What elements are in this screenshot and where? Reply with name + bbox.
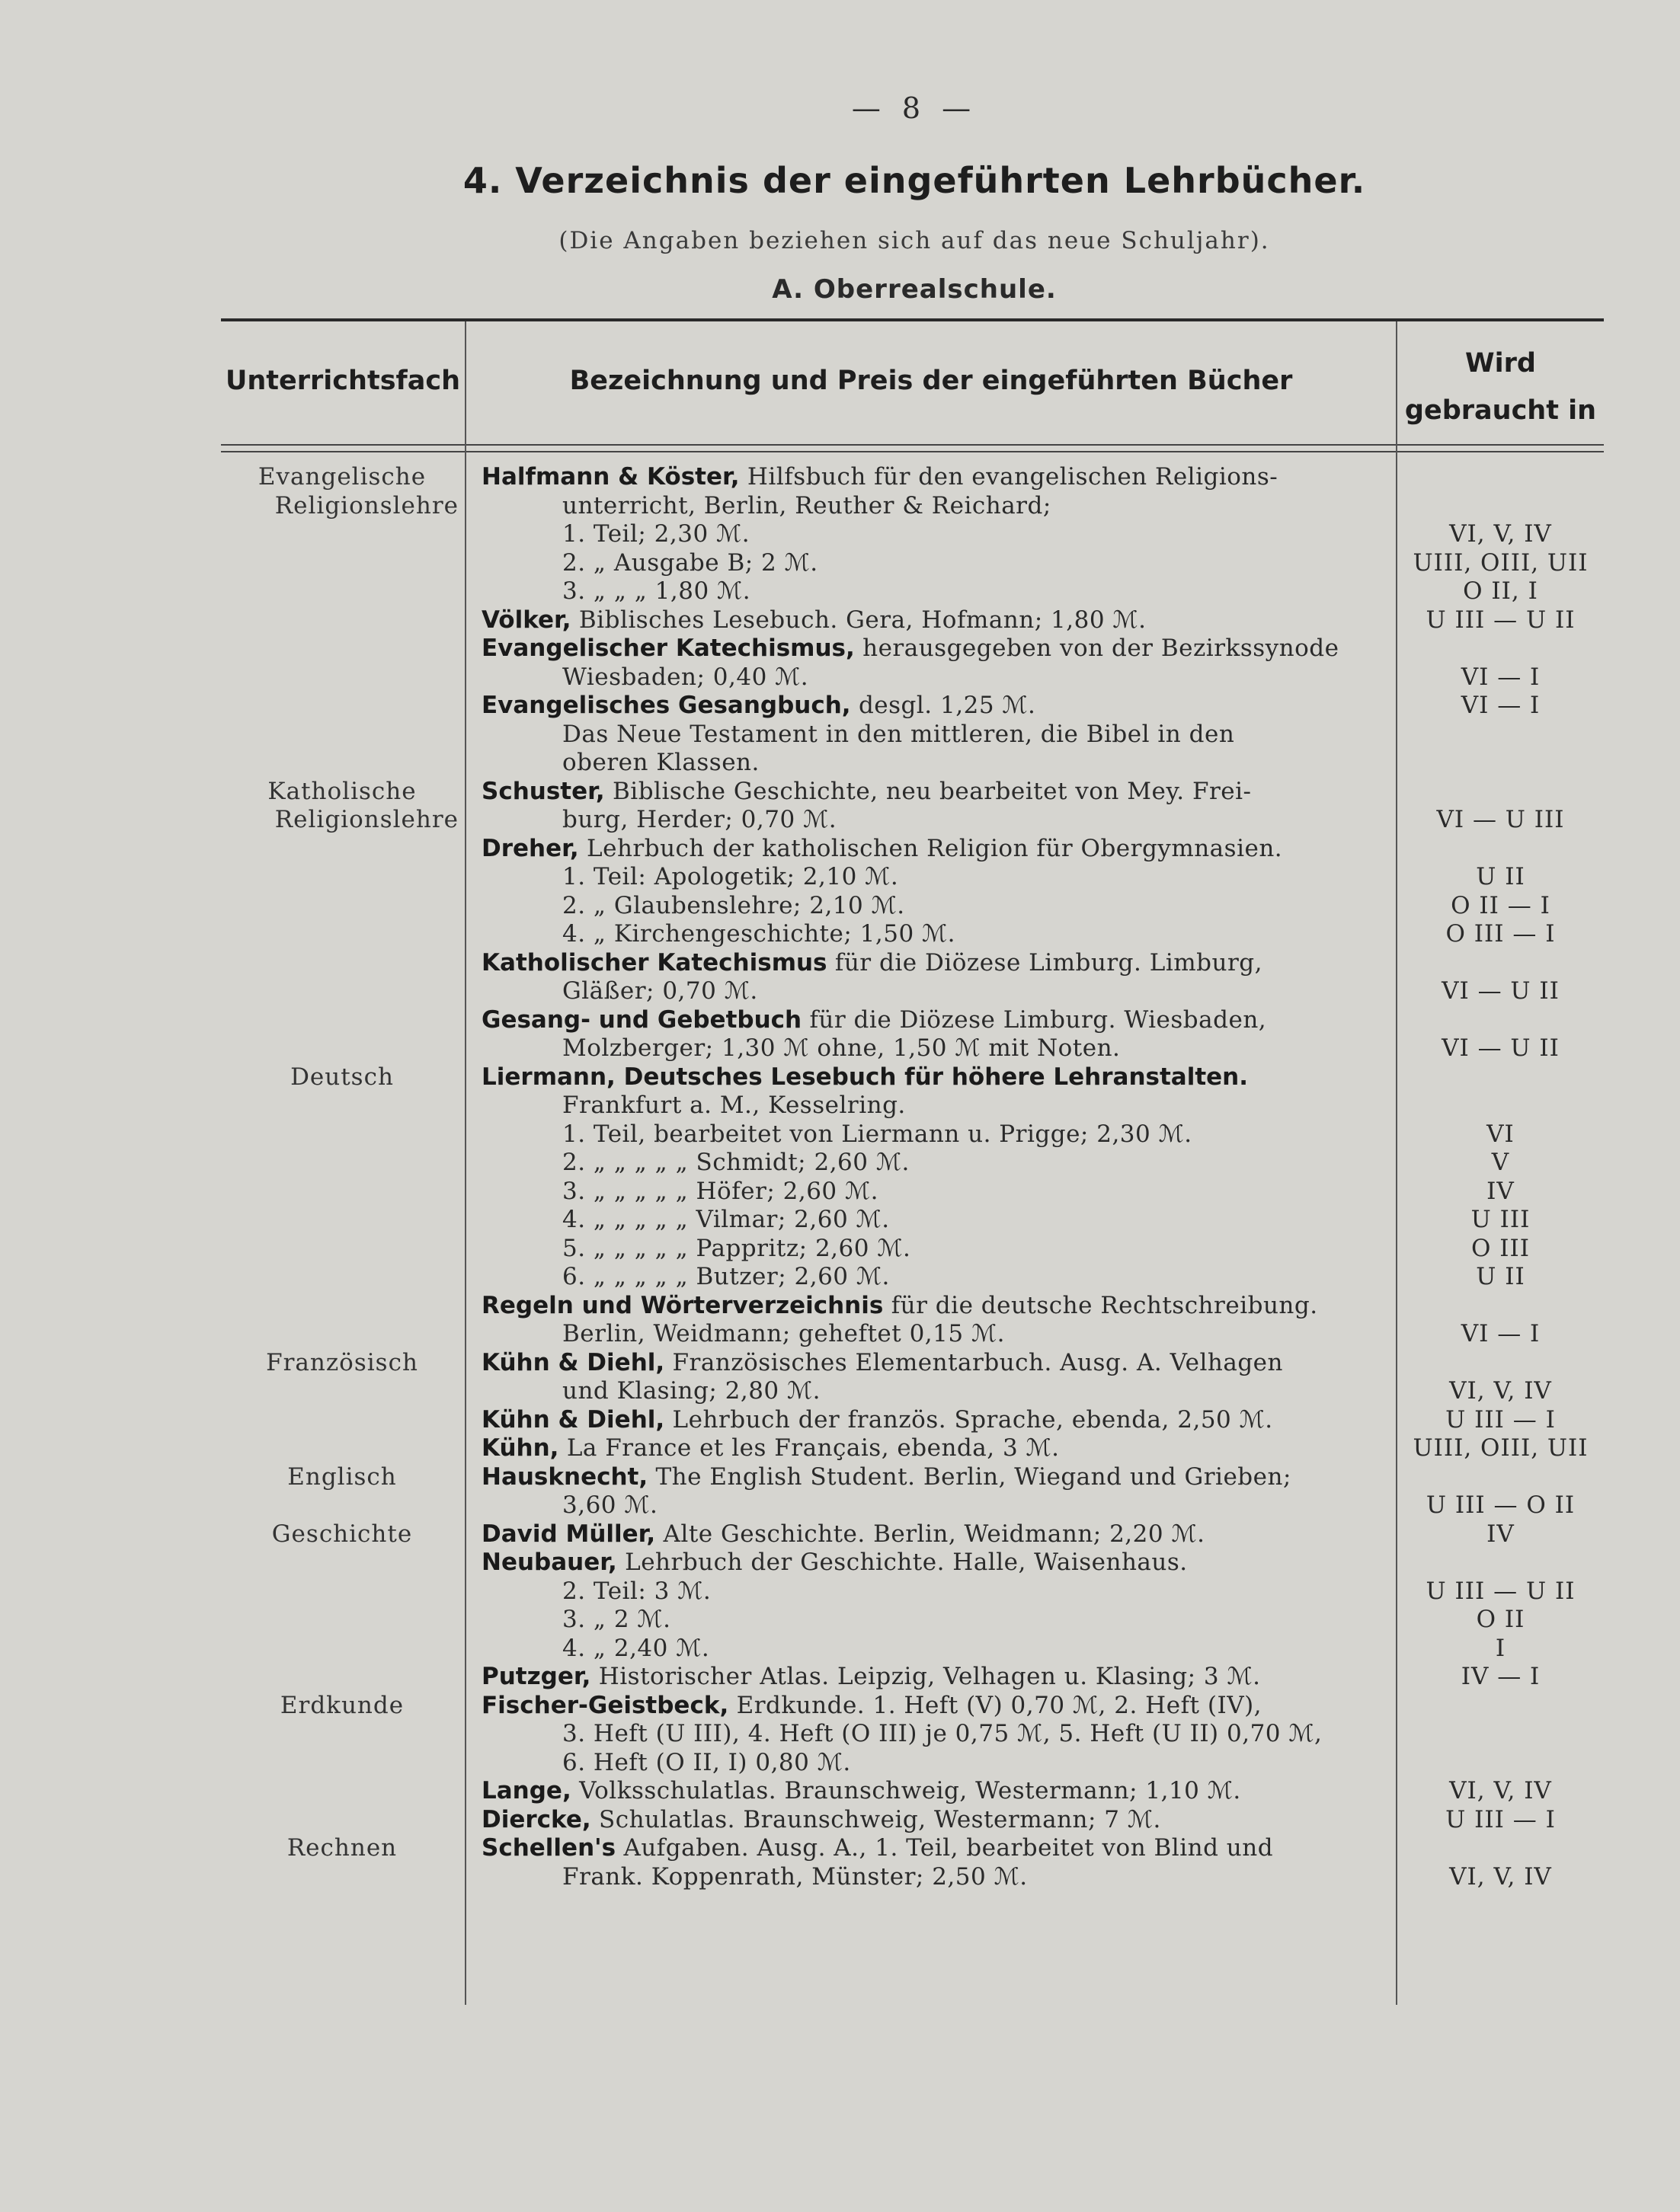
book-cell	[482, 1777, 1381, 1806]
page-number: — 8 —	[851, 91, 978, 125]
book-author: Katholischer Katechismus	[482, 948, 827, 977]
book-cell	[562, 1092, 1381, 1120]
book-author: Liermann, Deutsches Lesebuch für höhere Lehranstalten.	[482, 1063, 1249, 1091]
book-text: Gläßer; 0,70 ℳ.	[562, 977, 758, 1005]
classes-cell: U III — I	[1445, 1405, 1556, 1434]
table-row	[0, 520, 1680, 549]
subject-cell: Evangelische	[258, 463, 427, 491]
table-row	[0, 492, 1680, 521]
table-row	[0, 749, 1680, 778]
book-author: Kühn,	[482, 1434, 559, 1462]
page-title: 4. Verzeichnis der eingeführten Lehrbücher.	[462, 160, 1366, 201]
classes-cell: IV	[1486, 1520, 1515, 1548]
book-text: und Klasing; 2,80 ℳ.	[562, 1377, 821, 1405]
book-cell	[482, 1520, 1381, 1549]
book-text: 4. „ Kirchengeschichte; 1,50 ℳ.	[562, 920, 956, 948]
book-author: Völker,	[482, 606, 571, 634]
classes-cell: U III — O II	[1426, 1491, 1576, 1519]
table-row	[0, 1377, 1680, 1406]
classes-cell: UIII, OIII, UII	[1413, 548, 1589, 577]
book-author: Schuster,	[482, 777, 605, 805]
book-text: 2. „ Glaubenslehre; 2,10 ℳ.	[562, 891, 905, 919]
table-row	[0, 1149, 1680, 1178]
book-author: Kühn & Diehl,	[482, 1405, 665, 1434]
book-text: für die Diözese Limburg. Wiesbaden,	[802, 1005, 1267, 1034]
book-text: Wiesbaden; 0,40 ℳ.	[562, 663, 809, 691]
table-row	[0, 1834, 1680, 1863]
column-header-classes	[1397, 340, 1604, 434]
subject-cell: Religionslehre	[274, 806, 459, 833]
book-text: 2. „ Ausgabe B; 2 ℳ.	[562, 548, 818, 577]
book-cell	[562, 1377, 1381, 1406]
book-cell	[562, 863, 1381, 892]
book-cell	[562, 977, 1381, 1006]
book-cell	[562, 1606, 1381, 1635]
textbook-table	[0, 463, 1680, 1891]
subject-cell: Deutsch	[290, 1063, 394, 1091]
book-author: Schellen's	[482, 1834, 616, 1862]
book-cell	[562, 1320, 1381, 1349]
book-cell	[562, 549, 1381, 578]
subject-cell: Katholische	[267, 777, 417, 805]
book-author: Neubauer,	[482, 1549, 617, 1576]
table-row	[0, 920, 1680, 949]
book-author: Lange,	[482, 1777, 571, 1804]
section-title: A. Oberrealschule.	[772, 274, 1057, 305]
book-cell	[562, 1863, 1381, 1892]
table-row	[0, 1863, 1680, 1892]
book-text: Historischer Atlas. Leipzig, Velhagen u. Klasing; 3 ℳ.	[590, 1663, 1261, 1690]
book-text: Lehrbuch der Geschichte. Halle, Waisenhaus.	[616, 1549, 1188, 1576]
table-row	[0, 577, 1680, 606]
book-cell	[482, 1063, 1381, 1092]
table-row	[0, 1092, 1680, 1120]
subtitle: (Die Angaben beziehen sich auf das neue Schuljahr).	[558, 227, 1270, 254]
table-row	[0, 1263, 1680, 1292]
table-row	[0, 1463, 1680, 1492]
table-row	[0, 1292, 1680, 1321]
classes-cell: VI — I	[1461, 1320, 1541, 1347]
book-cell	[482, 1292, 1381, 1321]
column-header-classes-line2: gebraucht in	[1404, 395, 1597, 426]
book-cell	[482, 1463, 1381, 1492]
subject-cell: Englisch	[287, 1462, 397, 1491]
table-row	[0, 778, 1680, 807]
classes-cell: I	[1495, 1634, 1506, 1662]
classes-cell: U III — I	[1445, 1805, 1556, 1833]
book-author: Kühn & Diehl,	[482, 1348, 665, 1376]
classes-cell: VI, V, IV	[1449, 1777, 1552, 1804]
classes-cell: O II, I	[1463, 577, 1538, 605]
book-cell	[482, 778, 1381, 807]
table-row	[0, 1006, 1680, 1035]
classes-cell: VI	[1486, 1120, 1515, 1148]
book-cell	[562, 1577, 1381, 1606]
classes-cell: O III — I	[1445, 920, 1556, 948]
book-text: 3,60 ℳ.	[562, 1491, 658, 1519]
table-row	[0, 1663, 1680, 1692]
classes-cell: UIII, OIII, UII	[1413, 1434, 1589, 1462]
book-text: Berlin, Weidmann; geheftet 0,15 ℳ.	[562, 1320, 1005, 1347]
book-text: Hilfsbuch für den evangelischen Religions-	[739, 463, 1278, 491]
table-row	[0, 835, 1680, 864]
book-text: unterricht, Berlin, Reuther & Reichard;	[562, 491, 1051, 519]
book-cell	[562, 1034, 1381, 1063]
classes-cell: U II	[1476, 863, 1525, 890]
book-text: 1. Teil; 2,30 ℳ.	[562, 520, 750, 548]
book-text: Volksschulatlas. Braunschweig, Westermann; 1,10 ℳ.	[571, 1777, 1241, 1804]
book-cell	[562, 1749, 1381, 1778]
table-row	[0, 1806, 1680, 1835]
book-cell	[562, 1491, 1381, 1520]
book-text: 3. „ „ „ 1,80 ℳ.	[562, 577, 751, 605]
book-cell	[562, 1206, 1381, 1235]
book-text: Aufgaben. Ausg. A., 1. Teil, bearbeitet von Blind und	[616, 1834, 1274, 1862]
classes-cell: V	[1491, 1149, 1510, 1176]
classes-cell: VI — I	[1461, 692, 1541, 719]
book-cell	[562, 577, 1381, 606]
book-text: La France et les Français, ebenda, 3 ℳ.	[558, 1434, 1060, 1462]
book-cell	[482, 1406, 1381, 1435]
book-text: 5. „ „ „ „ „ Pappritz; 2,60 ℳ.	[562, 1234, 911, 1262]
book-text: 3. „ „ „ „ „ Höfer; 2,60 ℳ.	[562, 1177, 879, 1205]
book-cell	[562, 663, 1381, 692]
book-text: 1. Teil, bearbeitet von Liermann u. Prigge; 2,30 ℳ.	[562, 1120, 1192, 1148]
book-text: Alte Geschichte. Berlin, Weidmann; 2,20 ℳ.	[655, 1520, 1205, 1548]
book-text: Das Neue Testament in den mittleren, die Bibel in den	[562, 720, 1235, 748]
book-text: Frankfurt a. M., Kesselring.	[562, 1092, 906, 1119]
book-cell	[562, 1720, 1381, 1749]
book-cell	[482, 949, 1381, 978]
book-cell	[482, 606, 1381, 635]
book-text: für die deutsche Rechtschreibung.	[883, 1291, 1318, 1319]
book-author: Gesang- und Gebetbuch	[482, 1005, 802, 1034]
table-row	[0, 977, 1680, 1006]
table-row	[0, 1606, 1680, 1635]
table-row	[0, 1349, 1680, 1378]
book-cell	[482, 1663, 1381, 1692]
classes-cell: VI, V, IV	[1449, 1862, 1552, 1891]
book-text: Biblische Geschichte, neu bearbeitet von Mey. Frei-	[604, 777, 1252, 805]
book-cell	[562, 1120, 1381, 1149]
subject-cell: Erdkunde	[280, 1691, 405, 1719]
table-row	[0, 1320, 1680, 1349]
book-cell	[482, 463, 1381, 492]
book-text: 4. „ „ „ „ „ Vilmar; 2,60 ℳ.	[562, 1206, 890, 1233]
book-text: Französisches Elementarbuch. Ausg. A. Velhagen	[664, 1348, 1283, 1376]
book-text: 1. Teil: Apologetik; 2,10 ℳ.	[562, 863, 899, 890]
book-cell	[562, 1235, 1381, 1264]
table-row	[0, 663, 1680, 692]
table-row	[0, 863, 1680, 892]
book-text: Erdkunde. 1. Heft (V) 0,70 ℳ, 2. Heft (IV),	[728, 1691, 1262, 1719]
book-cell	[482, 1349, 1381, 1378]
book-cell	[562, 806, 1381, 835]
table-row	[0, 1206, 1680, 1235]
table-row	[0, 1635, 1680, 1664]
table-row	[0, 721, 1680, 750]
book-cell	[482, 835, 1381, 864]
book-text: herausgegeben von der Bezirkssynode	[854, 635, 1339, 662]
book-cell	[482, 635, 1381, 663]
table-row	[0, 1692, 1680, 1721]
book-cell	[562, 1263, 1381, 1292]
book-text: Lehrbuch der katholischen Religion für Obergymnasien.	[578, 834, 1283, 862]
table-row	[0, 1577, 1680, 1606]
book-cell	[562, 492, 1381, 521]
subject-cell: Geschichte	[271, 1520, 413, 1548]
classes-cell: VI, V, IV	[1449, 520, 1552, 548]
table-row	[0, 606, 1680, 635]
book-text: 6. „ „ „ „ „ Butzer; 2,60 ℳ.	[562, 1263, 890, 1290]
classes-cell: IV — I	[1461, 1663, 1541, 1690]
book-cell	[482, 1834, 1381, 1863]
book-text: Biblisches Lesebuch. Gera, Hofmann; 1,80 ℳ.	[571, 606, 1147, 634]
book-text: The English Student. Berlin, Wiegand und Grieben;	[648, 1462, 1291, 1491]
table-row	[0, 1549, 1680, 1577]
book-text: 2. Teil: 3 ℳ.	[562, 1577, 712, 1605]
book-text: burg, Herder; 0,70 ℳ.	[562, 806, 837, 833]
book-author: David Müller,	[482, 1520, 656, 1548]
book-author: Putzger,	[482, 1663, 591, 1690]
table-row	[0, 1120, 1680, 1149]
book-text: für die Diözese Limburg. Limburg,	[827, 948, 1262, 977]
column-header-classes-line1: Wird	[1465, 348, 1536, 379]
classes-cell: VI — U III	[1436, 806, 1565, 833]
book-author: Regeln und Wörterverzeichnis	[482, 1291, 884, 1319]
book-cell	[482, 1692, 1381, 1721]
book-cell	[562, 1178, 1381, 1207]
table-row	[0, 1720, 1680, 1749]
table-row	[0, 892, 1680, 921]
book-cell	[482, 1806, 1381, 1835]
book-text: Frank. Koppenrath, Münster; 2,50 ℳ.	[562, 1862, 1028, 1891]
table-row	[0, 1777, 1680, 1806]
book-author: Dreher,	[482, 834, 579, 862]
classes-cell: VI, V, IV	[1449, 1377, 1552, 1405]
subject-cell: Französisch	[266, 1348, 418, 1376]
classes-cell: O II	[1476, 1606, 1525, 1633]
book-author: Evangelischer Katechismus,	[482, 635, 855, 662]
book-cell	[562, 520, 1381, 549]
book-author: Halfmann & Köster,	[482, 463, 740, 491]
subject-cell: Religionslehre	[274, 491, 459, 519]
table-row	[0, 549, 1680, 578]
book-text: Lehrbuch der französ. Sprache, ebenda, 2,50 ℳ.	[664, 1405, 1273, 1434]
table-row	[0, 1178, 1680, 1207]
book-text: 2. „ „ „ „ „ Schmidt; 2,60 ℳ.	[562, 1149, 910, 1176]
table-row	[0, 1034, 1680, 1063]
table-row	[0, 1434, 1680, 1463]
classes-cell: U III	[1470, 1206, 1531, 1233]
table-row	[0, 635, 1680, 663]
book-author: Diercke,	[482, 1805, 591, 1833]
book-cell	[482, 1549, 1381, 1577]
classes-cell: O III	[1470, 1234, 1530, 1262]
classes-cell: VI — U II	[1442, 1034, 1560, 1062]
book-cell	[562, 721, 1381, 750]
book-author: Evangelisches Gesangbuch,	[482, 692, 851, 719]
book-text: 4. „ 2,40 ℳ.	[562, 1634, 710, 1662]
book-cell	[482, 1006, 1381, 1035]
classes-cell: VI — U II	[1442, 977, 1560, 1005]
book-text: oberen Klassen.	[562, 749, 760, 776]
table-row	[0, 1406, 1680, 1435]
book-cell	[562, 1635, 1381, 1664]
book-author: Hausknecht,	[482, 1462, 648, 1491]
table-row	[0, 1491, 1680, 1520]
book-author: Fischer-Geistbeck,	[482, 1691, 729, 1719]
book-cell	[562, 892, 1381, 921]
book-text: 3. „ 2 ℳ.	[562, 1606, 671, 1633]
table-row	[0, 1749, 1680, 1778]
table-row	[0, 1063, 1680, 1092]
book-cell	[482, 692, 1381, 721]
table-row	[0, 692, 1680, 721]
classes-cell: U III — U II	[1426, 606, 1576, 634]
column-header-subject: Unterrichtsfach	[225, 366, 461, 396]
book-text: desgl. 1,25 ℳ.	[850, 692, 1036, 719]
book-text: 6. Heft (O II, I) 0,80 ℳ.	[562, 1748, 851, 1776]
book-cell	[562, 749, 1381, 778]
table-row	[0, 949, 1680, 978]
book-text: 3. Heft (U III), 4. Heft (O III) je 0,75 ℳ, 5. Heft (U II) 0,70 ℳ,	[562, 1720, 1323, 1747]
table-row	[0, 806, 1680, 835]
column-header-books: Bezeichnung und Preis der eingeführten Bücher	[569, 366, 1293, 396]
book-cell	[562, 1149, 1381, 1178]
book-text: Schulatlas. Braunschweig, Westermann; 7 ℳ.	[590, 1805, 1161, 1833]
classes-cell: U II	[1476, 1263, 1525, 1290]
classes-cell: U III — U II	[1426, 1577, 1576, 1605]
book-cell	[482, 1434, 1381, 1463]
book-text: Molzberger; 1,30 ℳ ohne, 1,50 ℳ mit Noten.	[562, 1034, 1121, 1062]
classes-cell: O II — I	[1451, 891, 1550, 919]
table-row	[0, 1520, 1680, 1549]
table-row	[0, 1235, 1680, 1264]
classes-cell: IV	[1486, 1177, 1515, 1205]
table-row	[0, 463, 1680, 492]
book-cell	[562, 920, 1381, 949]
subject-cell: Rechnen	[286, 1834, 398, 1862]
classes-cell: VI — I	[1461, 663, 1541, 691]
